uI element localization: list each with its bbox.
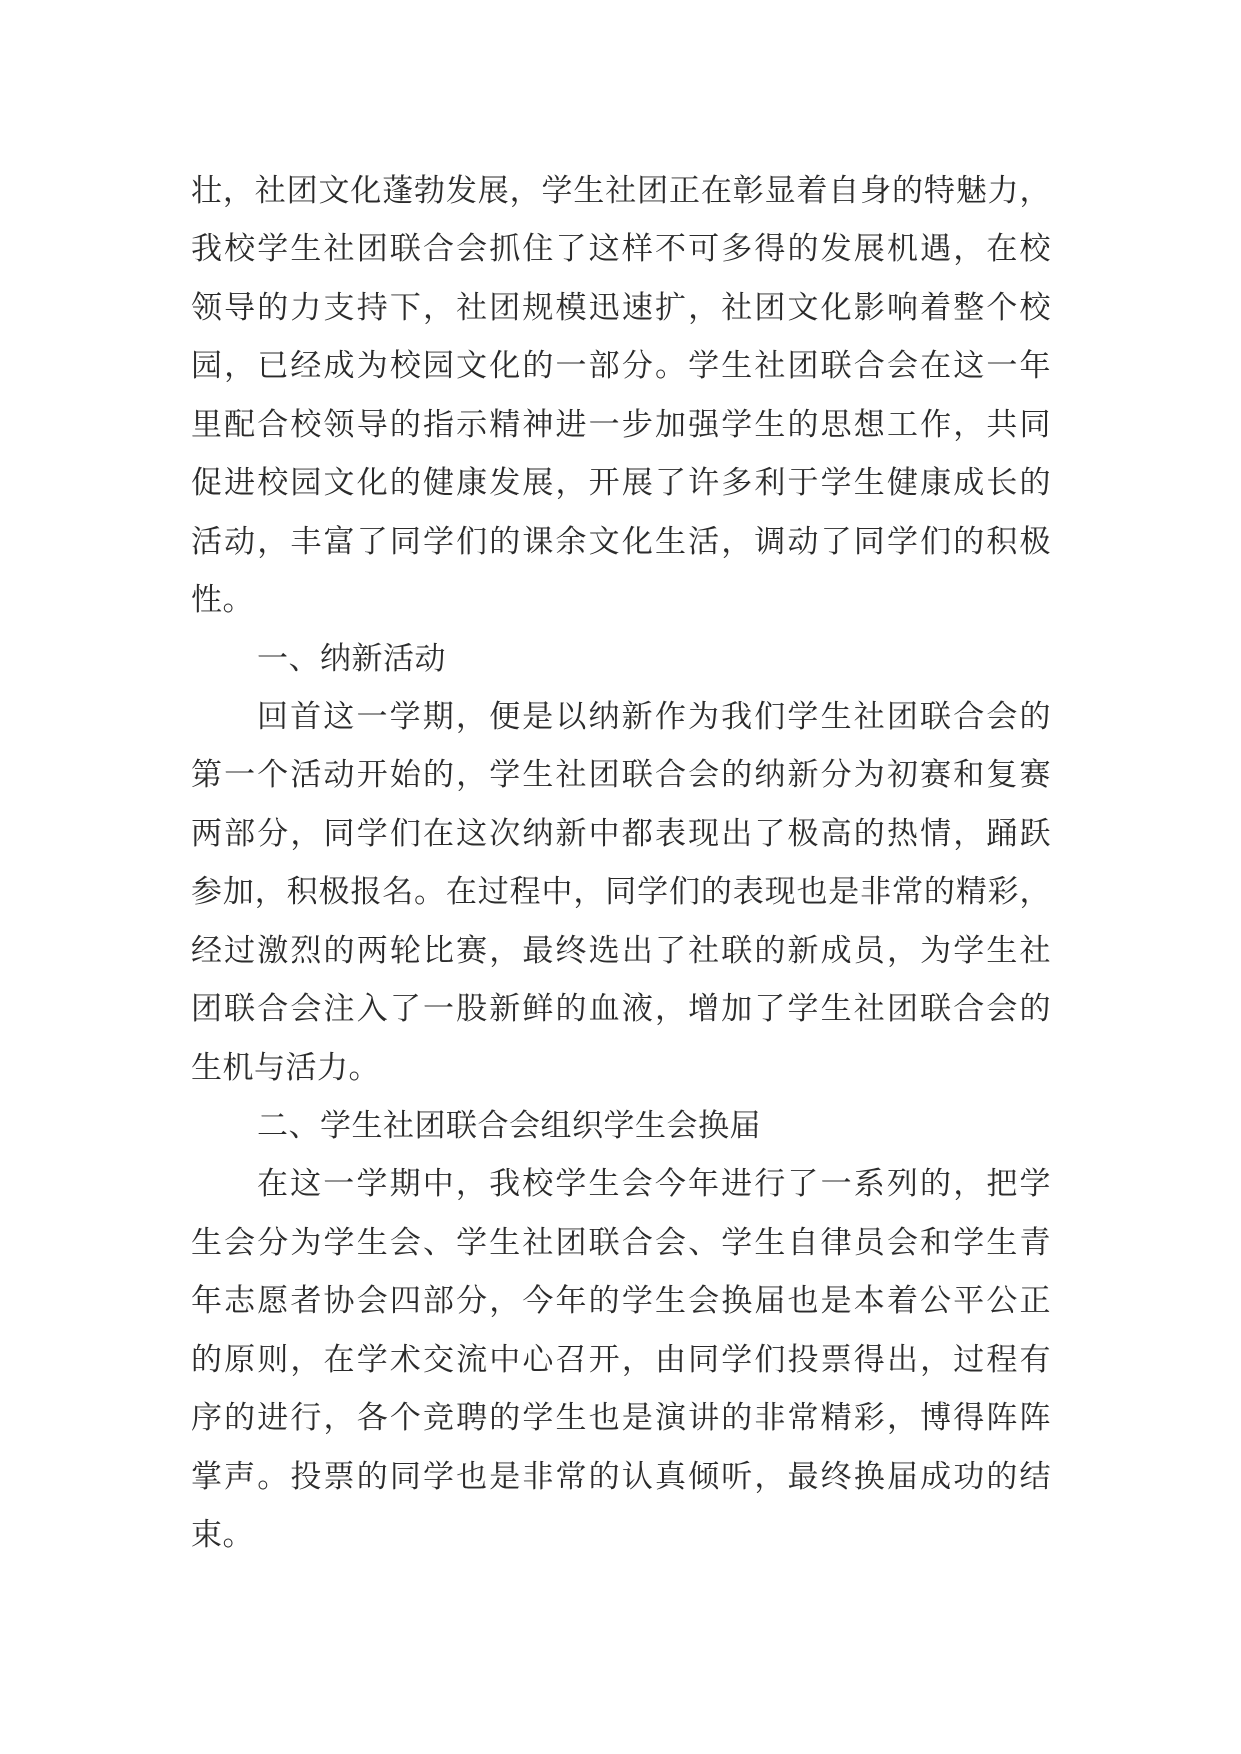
text-line: 两部分，同学们在这次纳新中都表现出了极高的热情，踊跃: [191, 815, 1051, 852]
text-line: 活动，丰富了同学们的课余文化生活，调动了同学们的积极: [191, 523, 1051, 560]
text-line: 掌声。投票的同学也是非常的认真倾听，最终换届成功的结: [191, 1458, 1051, 1495]
text-line: 促进校园文化的健康发展，开展了许多利于学生健康成长的: [191, 465, 1051, 502]
section-heading: 二、学生社团联合会组织学生会换届: [257, 1108, 761, 1144]
text-line: 在这一学期中，我校学生会今年进行了一系列的，把学: [257, 1166, 1051, 1203]
text-line: 序的进行，各个竞聘的学生也是演讲的非常精彩，博得阵阵: [191, 1400, 1051, 1437]
text-line: 经过激烈的两轮比赛，最终选出了社联的新成员，为学生社: [191, 932, 1051, 969]
text-line: 里配合校领导的指示精神进一步加强学生的思想工作，共同: [191, 406, 1051, 443]
text-line: 第一个活动开始的，学生社团联合会的纳新分为初赛和复赛: [191, 757, 1051, 794]
section-heading: 一、纳新活动: [257, 640, 446, 677]
text-line: 生机与活力。: [191, 1049, 380, 1086]
text-line: 团联合会注入了一股新鲜的血液，增加了学生社团联合会的: [191, 991, 1051, 1028]
text-line: 生会分为学生会、学生社团联合会、学生自律员会和学生青: [191, 1224, 1051, 1261]
text-line: 性。: [191, 582, 254, 619]
text-line: 领导的力支持下，社团规模迅速扩，社团文化影响着整个校: [191, 289, 1051, 326]
text-line: 参加，积极报名。在过程中，同学们的表现也是非常的精彩，: [191, 874, 1051, 911]
text-line: 年志愿者协会四部分，今年的学生会换届也是本着公平公正: [191, 1283, 1051, 1320]
text-line: 园，已经成为校园文化的一部分。学生社团联合会在这一年: [191, 348, 1051, 385]
text-line: 回首这一学期，便是以纳新作为我们学生社团联合会的: [257, 698, 1051, 735]
document-body: [191, 162, 1051, 1565]
text-line: 的原则，在学术交流中心召开，由同学们投票得出，过程有: [191, 1341, 1051, 1378]
text-line: 我校学生社团联合会抓住了这样不可多得的发展机遇，在校: [191, 231, 1051, 268]
text-line: 壮，社团文化蓬勃发展，学生社团正在彰显着自身的特魅力，: [191, 173, 1051, 209]
text-line: 束。: [191, 1517, 254, 1554]
